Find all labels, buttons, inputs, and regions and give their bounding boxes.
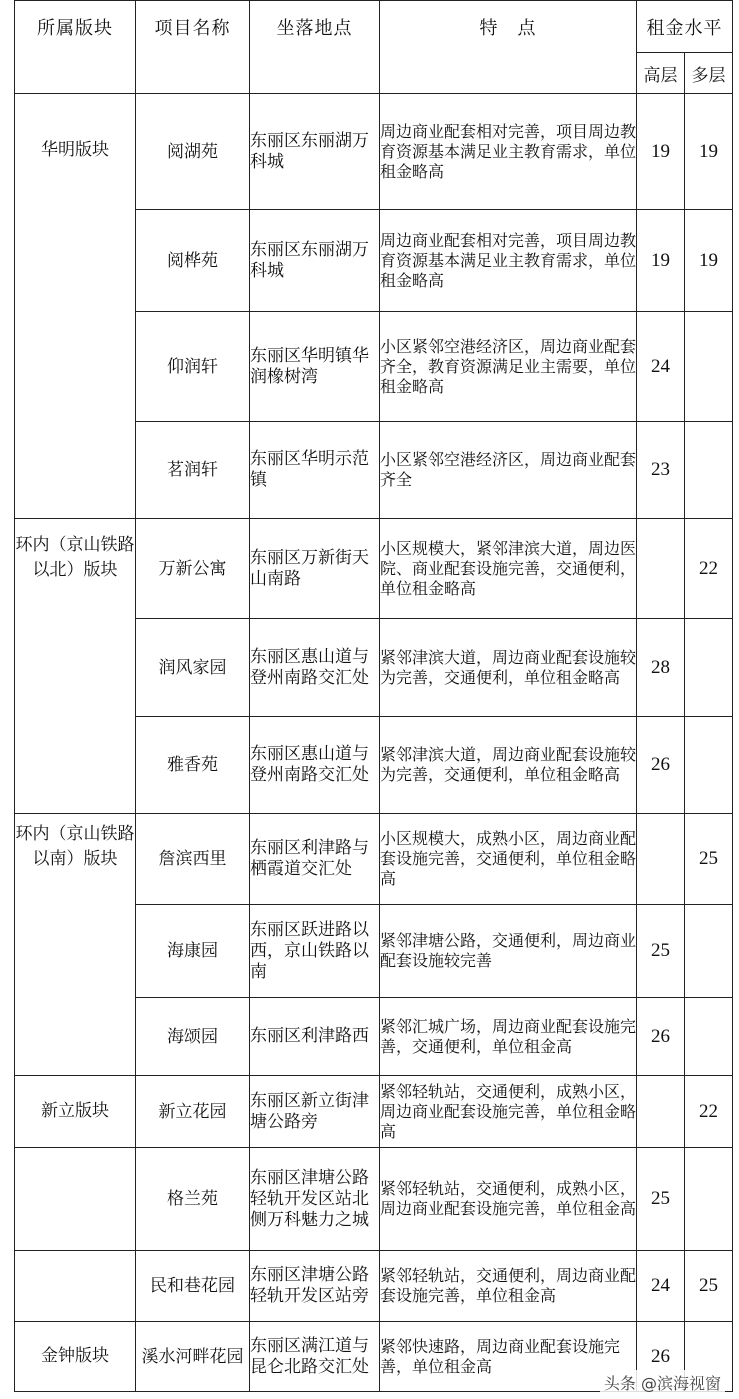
project-feature: 紧邻汇城广场，周边商业配套设施完善，交通便利，单位租金高: [380, 998, 637, 1076]
project-name: 万新公寓: [136, 519, 250, 619]
area-cell: 环内（京山铁路以南）版块: [15, 814, 136, 1076]
rent-high: 24: [637, 1251, 685, 1322]
rent-multi: 22: [685, 519, 733, 619]
project-name: 茗润轩: [136, 422, 250, 519]
rent-multi: [685, 619, 733, 717]
project-location: 东丽区华明镇华润橡树湾: [250, 312, 380, 422]
rent-high: [637, 1076, 685, 1148]
rent-high: 25: [637, 1148, 685, 1251]
rent-high: [637, 519, 685, 619]
project-name: 仰润轩: [136, 312, 250, 422]
area-cell-empty: [15, 1251, 136, 1322]
rent-multi: 25: [685, 814, 733, 905]
area-cell: 环内（京山铁路以北）版块: [15, 519, 136, 814]
project-location: 东丽区东丽湖万科城: [250, 94, 380, 210]
area-cell: 华明版块: [15, 94, 136, 519]
project-feature: 小区紧邻空港经济区，周边商业配套齐全: [380, 422, 637, 519]
table-row: [15, 519, 733, 619]
project-feature: 小区规模大，紧邻津滨大道，周边医院、商业配套设施完善，交通便利，单位租金略高: [380, 519, 637, 619]
project-feature: 小区紧邻空港经济区，周边商业配套齐全，教育资源满足业主需要，单位租金略高: [380, 312, 637, 422]
project-location: 东丽区华明示范镇: [250, 422, 380, 519]
project-feature: 紧邻轻轨站，交通便利，成熟小区，周边商业配套设施完善，单位租金高: [380, 1148, 637, 1251]
project-location: 东丽区惠山道与登州南路交汇处: [250, 717, 380, 814]
project-name: 雅香苑: [136, 717, 250, 814]
project-feature: 紧邻轻轨站，交通便利，周边商业配套设施完善，单位租金高: [380, 1251, 637, 1322]
header-multi: 多层: [685, 53, 733, 94]
project-location: 东丽区津塘公路轻轨开发区站旁: [250, 1251, 380, 1322]
header-location: 坐落地点: [250, 1, 380, 94]
area-cell: 新立版块: [15, 1076, 136, 1148]
rent-high: 28: [637, 619, 685, 717]
project-feature: 紧邻津塘公路，交通便利，周边商业配套设施较完善: [380, 905, 637, 998]
project-feature: 周边商业配套相对完善，项目周边教育资源基本满足业主教育需求，单位租金略高: [380, 94, 637, 210]
project-name: 阅湖苑: [136, 94, 250, 210]
rent-multi: [685, 905, 733, 998]
project-feature: 紧邻快速路，周边商业配套设施完善，单位租金高: [380, 1322, 637, 1392]
header-high: 高层: [637, 53, 685, 94]
header-rent: 租金水平: [637, 1, 733, 53]
project-location: 东丽区新立街津塘公路旁: [250, 1076, 380, 1148]
project-feature: 周边商业配套相对完善，项目周边教育资源基本满足业主教育需求，单位租金略高: [380, 210, 637, 312]
rent-high: [637, 814, 685, 905]
rent-multi: [685, 422, 733, 519]
project-name: 阅桦苑: [136, 210, 250, 312]
header-row: [15, 1, 733, 53]
project-name: 格兰苑: [136, 1148, 250, 1251]
header-area: 所属版块: [15, 1, 136, 94]
rent-multi: [685, 998, 733, 1076]
project-location: 东丽区满江道与昆仑北路交汇处: [250, 1322, 380, 1392]
rent-multi: 19: [685, 94, 733, 210]
table-row: [15, 1148, 733, 1251]
rent-high: 19: [637, 210, 685, 312]
table-row: [15, 1251, 733, 1322]
project-location: 东丽区惠山道与登州南路交汇处: [250, 619, 380, 717]
project-name: 润风家园: [136, 619, 250, 717]
table-row: [15, 94, 733, 210]
rent-multi: [685, 1148, 733, 1251]
project-feature: 紧邻轻轨站，交通便利，成熟小区，周边商业配套设施完善，单位租金略高: [380, 1076, 637, 1148]
area-cell: 金钟版块: [15, 1322, 136, 1392]
rent-high: 26: [637, 1322, 685, 1392]
project-name: 溪水河畔花园: [136, 1322, 250, 1392]
rent-high: 26: [637, 717, 685, 814]
rent-high: 19: [637, 94, 685, 210]
rent-multi: 22: [685, 1076, 733, 1148]
rent-multi: 19: [685, 210, 733, 312]
project-name: 新立花园: [136, 1076, 250, 1148]
area-cell-empty: [15, 1148, 136, 1251]
project-feature: 紧邻津滨大道，周边商业配套设施较为完善，交通便利，单位租金略高: [380, 717, 637, 814]
project-location: 东丽区津塘公路轻轨开发区站北侧万科魅力之城: [250, 1148, 380, 1251]
project-name: 詹滨西里: [136, 814, 250, 905]
source-watermark: 头条 @滨海视窗: [600, 1370, 725, 1395]
rent-high: 25: [637, 905, 685, 998]
project-location: 东丽区利津路与栖霞道交汇处: [250, 814, 380, 905]
project-location: 东丽区跃进路以西，京山铁路以南: [250, 905, 380, 998]
rent-multi: [685, 312, 733, 422]
rent-high: 26: [637, 998, 685, 1076]
rent-high: 23: [637, 422, 685, 519]
table-row: [15, 1076, 733, 1148]
project-location: 东丽区东丽湖万科城: [250, 210, 380, 312]
rent-multi: [685, 717, 733, 814]
project-location: 东丽区万新街天山南路: [250, 519, 380, 619]
project-name: 海颂园: [136, 998, 250, 1076]
table-row: [15, 814, 733, 905]
rent-high: 24: [637, 312, 685, 422]
project-feature: 紧邻津滨大道，周边商业配套设施较为完善，交通便利，单位租金略高: [380, 619, 637, 717]
rent-table: [14, 0, 733, 1392]
header-project: 项目名称: [136, 1, 250, 94]
project-name: 海康园: [136, 905, 250, 998]
project-location: 东丽区利津路西: [250, 998, 380, 1076]
rent-multi: 25: [685, 1251, 733, 1322]
project-name: 民和巷花园: [136, 1251, 250, 1322]
project-feature: 小区规模大，成熟小区，周边商业配套设施完善，交通便利，单位租金略高: [380, 814, 637, 905]
header-feature: 特 点: [380, 1, 637, 94]
